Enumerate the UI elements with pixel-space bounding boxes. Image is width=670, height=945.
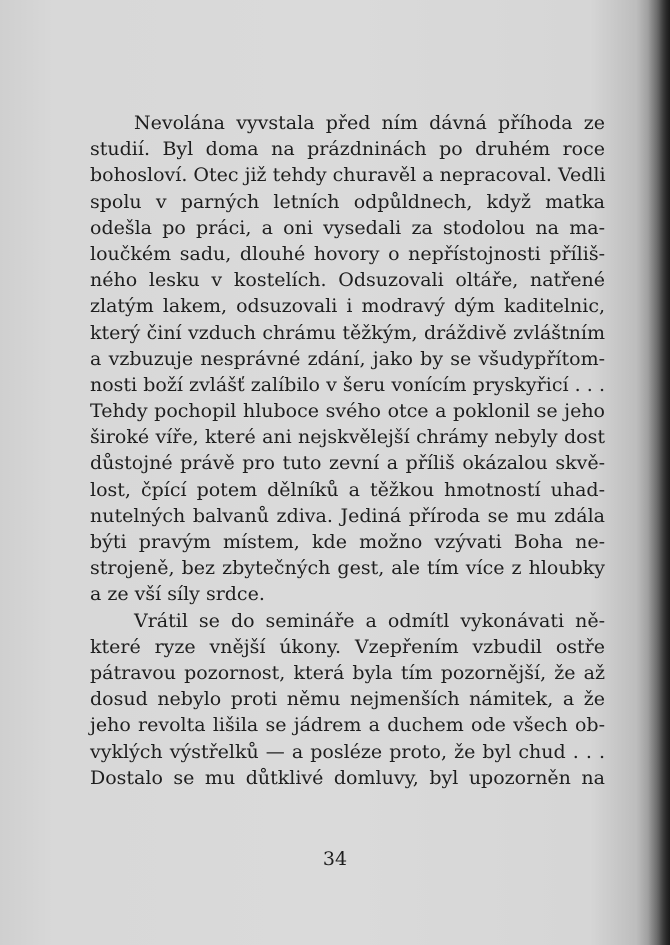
paragraph-1	[90, 110, 605, 608]
text-line: spolu v parných letních odpůldnech, když matka	[90, 190, 605, 213]
text-line: studií. Byl doma na prázdninách po druhém roce	[90, 138, 605, 161]
text-line: Tehdy pochopil hluboce svého otce a poklonil se jeho	[90, 400, 605, 423]
text-line: a vzbuzuje nesprávné zdání, jako by se všudypřítom-	[90, 347, 605, 370]
text-line: odešla po práci, a oni vysedali za stodolou na ma-	[90, 216, 605, 239]
body-text	[90, 110, 605, 791]
text-line: lost, čpící potem dělníků a těžkou hmotností uhad-	[90, 478, 605, 501]
paragraph-2	[90, 608, 605, 791]
text-line: dosud nebylo proti němu nejmenších námitek, a že	[90, 688, 605, 711]
text-line: ného lesku v kostelích. Odsuzovali oltáře, natřené	[90, 269, 605, 292]
text-line: vyklých výstřelků — a posléze proto, že byl chud . . .	[90, 740, 605, 763]
text-line: které ryze vnější úkony. Vzepřením vzbudil ostře	[90, 635, 605, 658]
text-line: jeho revolta lišila se jádrem a duchem ode všech ob-	[90, 714, 605, 737]
text-line: široké víře, které ani nejskvělejší chrámy nebyly dost	[90, 426, 605, 449]
text-line: důstojné právě pro tuto zevní a příliš okázalou skvě-	[90, 452, 605, 475]
text-line: Dostalo se mu důtklivé domluvy, byl upozorněn na	[90, 766, 605, 789]
text-line: který činí vzduch chrámu těžkým, dráždivě zvláštním	[90, 321, 605, 344]
text-line: bohosloví. Otec již tehdy churavěl a nepracoval. Vedli	[90, 164, 606, 187]
text-line: strojeně, bez zbytečných gest, ale tím více z hloubky	[90, 557, 605, 580]
text-line: pátravou pozornost, která byla tím pozornější, že až	[90, 661, 605, 684]
text-line: nosti boží zvlášť zalíbilo v šeru vonícím pryskyřicí . . .	[90, 373, 605, 396]
text-line: loučkém sadu, dlouhé hovory o nepřístojnosti příliš-	[90, 242, 605, 265]
text-line: Nevolána vyvstala před ním dávná příhoda ze	[134, 112, 605, 134]
spine-shadow	[648, 0, 670, 945]
text-line: a ze vší síly srdce.	[90, 583, 265, 606]
text-line: býti pravým místem, kde možno vzývati Boha ne-	[90, 531, 605, 553]
page-number: 34	[322, 848, 348, 870]
text-line: zlatým lakem, odsuzovali i modravý dým kaditelnic,	[90, 295, 605, 318]
text-line: nutelných balvanů zdiva. Jediná příroda se mu zdála	[90, 504, 605, 527]
text-line: Vrátil se do semináře a odmítl vykonávati ně-	[134, 609, 605, 632]
